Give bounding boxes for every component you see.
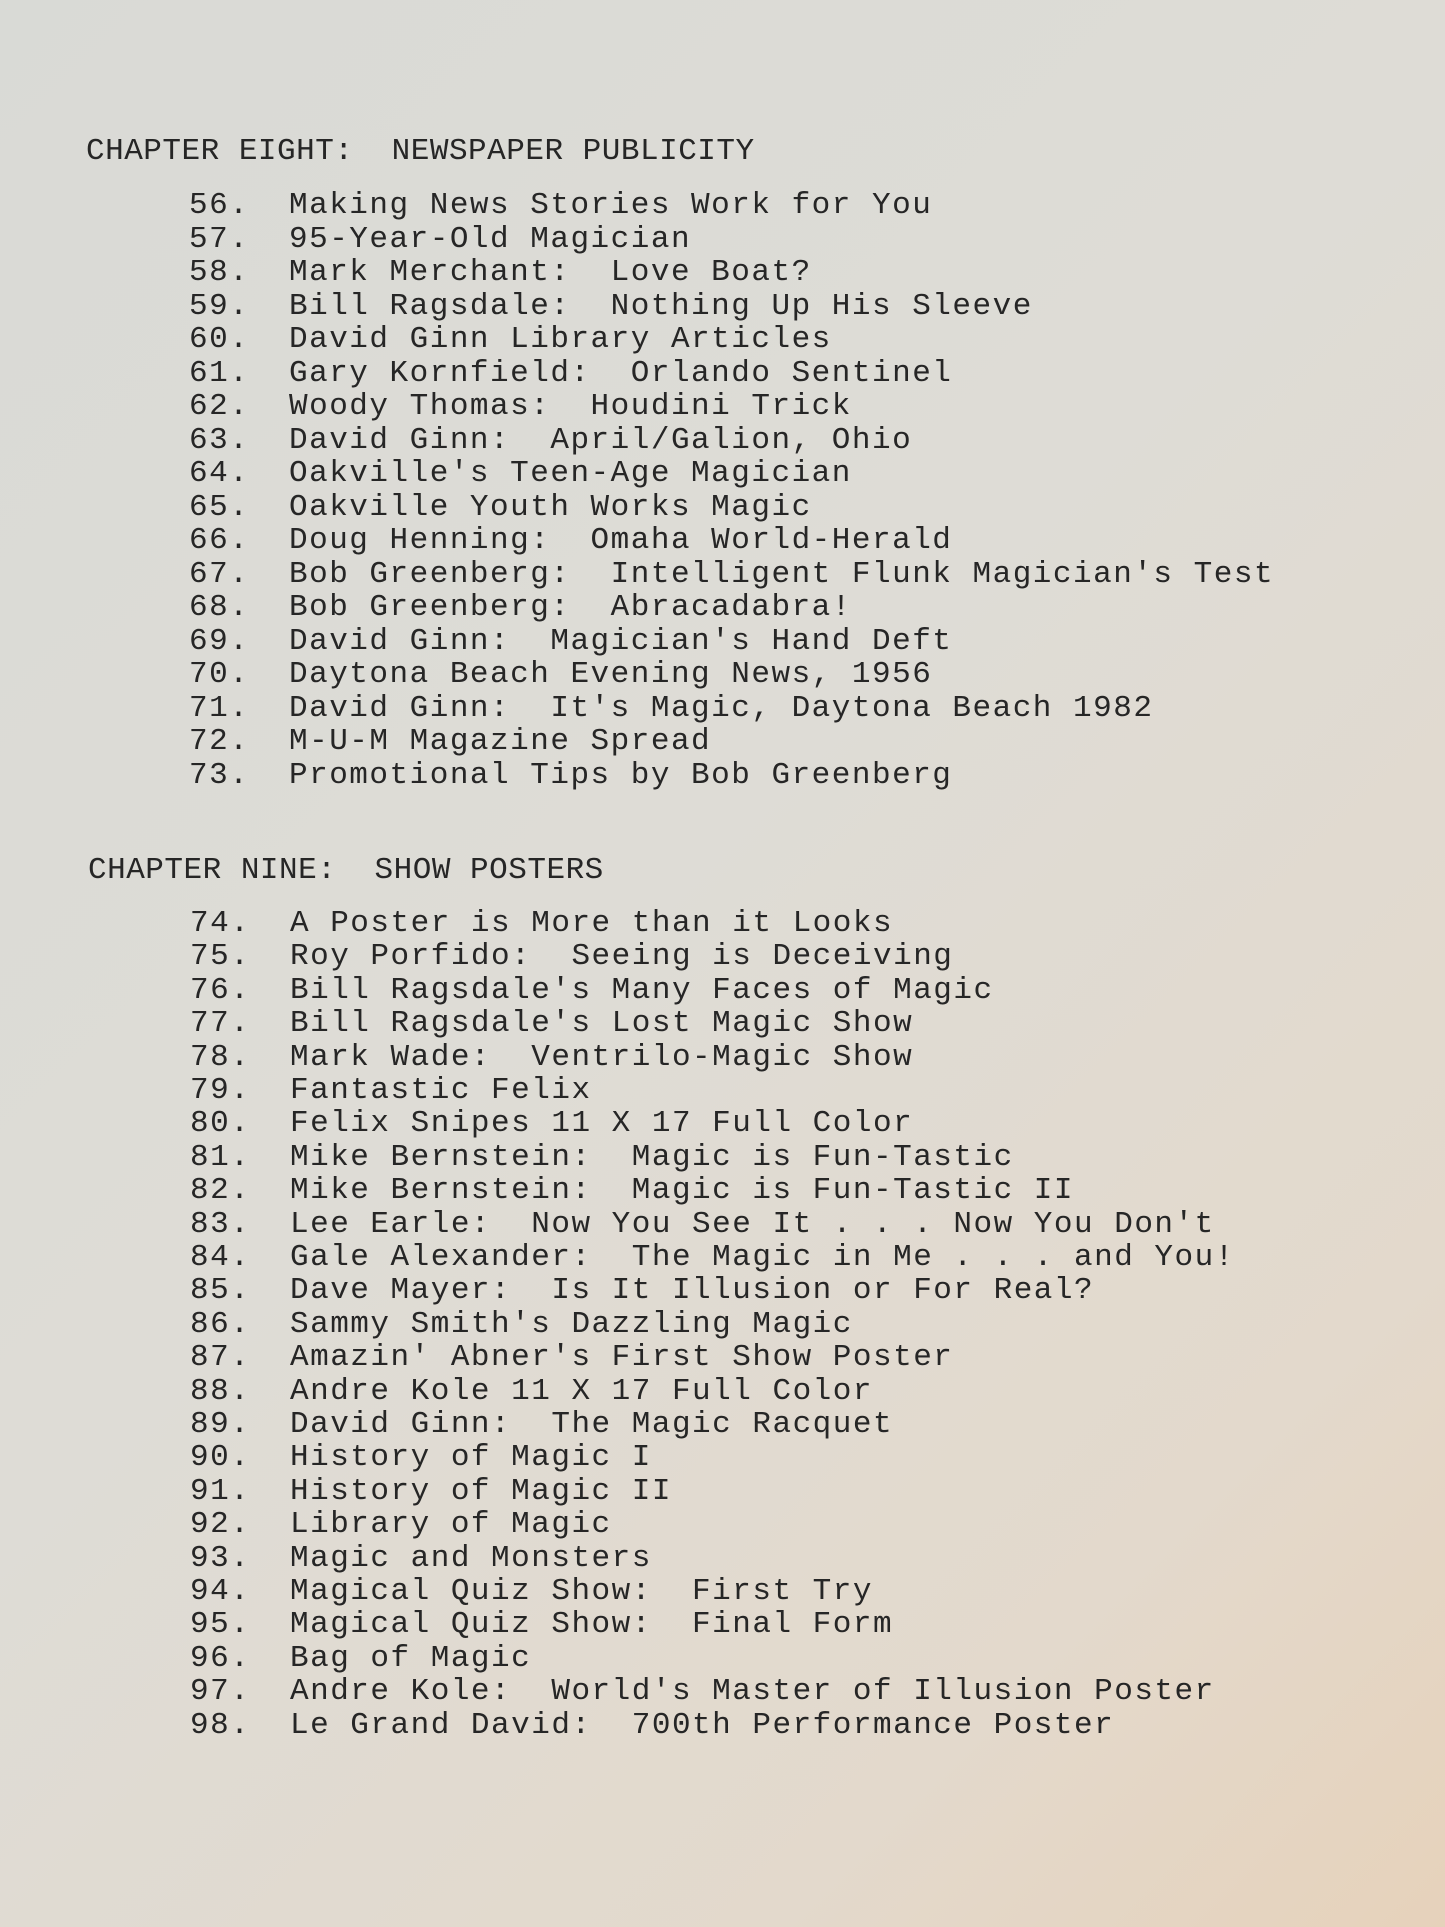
entry-number: 63. [189,422,250,458]
entry-number: 87. [190,1340,251,1376]
entry-number: 92. [190,1507,251,1543]
entry-title: Bag of Magic [290,1640,532,1676]
entry-number: 79. [190,1073,251,1108]
entry-title: Andre Kole: World's Master of Illusion Poster [290,1674,1215,1710]
entry-number: 68. [189,590,250,625]
entry-number: 90. [190,1440,251,1476]
entry-number: 84. [190,1240,251,1275]
entry-title: Library of Magic [290,1507,612,1543]
entry-title: Woody Thomas: Houdini Trick [289,389,852,424]
entry-title: Gary Kornfield: Orlando Sentinel [289,355,953,391]
entry-title: Felix Snipes 11 X 17 Full Color [290,1106,914,1142]
entry-number: 78. [190,1039,251,1075]
entry-number: 77. [190,1006,251,1042]
entry-number: 61. [189,355,250,391]
entry-title: Oakville's Teen-Age Magician [289,456,852,491]
chapter-heading: CHAPTER EIGHT: NEWSPAPER PUBLICITY [86,134,755,169]
entry-number: 82. [190,1173,251,1209]
entry-number: 89. [190,1407,251,1442]
entry-title: Daytona Beach Evening News, 1956 [289,657,933,692]
entry-number: 58. [189,255,250,290]
entry-title: Bill Ragsdale: Nothing Up His Sleeve [289,288,1033,324]
entry-title: History of Magic II [290,1473,672,1509]
entry-title: Bill Ragsdale's Lost Magic Show [290,1006,914,1042]
entry-title: 95-Year-Old Magician [289,221,692,257]
entry-title: Oakville Youth Works Magic [289,489,812,525]
entry-title: Gale Alexander: The Magic in Me . . . and You! [290,1240,1235,1275]
entry-number: 64. [189,456,250,491]
entry-title: Roy Porfido: Seeing is Deceiving [290,939,954,975]
entry-number: 76. [190,972,251,1008]
entry-title: Magic and Monsters [290,1540,652,1576]
entry-number: 86. [190,1306,251,1342]
entry-title: David Ginn Library Articles [289,322,832,357]
entry-title: History of Magic I [290,1440,652,1476]
entry-title: David Ginn: The Magic Racquet [290,1407,894,1442]
chapter-heading: CHAPTER NINE: SHOW POSTERS [88,853,604,888]
entry-number: 59. [189,288,250,324]
entry-number: 83. [190,1206,251,1242]
entry-number: 57. [189,221,250,257]
entry-title: Bill Ragsdale's Many Faces of Magic [290,972,994,1008]
entry-title: A Poster is More than it Looks [290,906,894,941]
entry-number: 60. [189,322,250,357]
entry-title: Andre Kole 11 X 17 Full Color [290,1373,873,1409]
entry-number: 98. [190,1707,251,1743]
entry-number: 91. [190,1473,251,1509]
entry-number: 95. [190,1607,251,1643]
entry-title: Doug Henning: Omaha World-Herald [289,523,953,558]
entry-number: 62. [189,389,250,424]
entry-number: 71. [189,690,250,726]
entry-title: Bob Greenberg: Abracadabra! [289,590,852,625]
entry-title: Fantastic Felix [290,1073,592,1108]
entry-number: 66. [189,523,250,558]
entry-number: 94. [190,1574,251,1609]
entry-number: 96. [190,1640,251,1676]
entry-title: Dave Mayer: Is It Illusion or For Real? [290,1273,1095,1309]
entry-number: 74. [190,906,251,941]
entry-title: Mark Wade: Ventrilo-Magic Show [290,1039,914,1075]
entry-number: 81. [190,1139,251,1175]
entry-number: 88. [190,1373,251,1409]
entry-number: 72. [189,724,250,759]
entry-number: 69. [189,623,250,659]
entry-title: Amazin' Abner's First Show Poster [290,1340,954,1376]
entry-title: Le Grand David: 700th Performance Poster [290,1707,1115,1743]
entry-title: Magical Quiz Show: Final Form [290,1607,894,1643]
entry-title: Bob Greenberg: Intelligent Flunk Magician's Test [289,556,1275,592]
entry-title: Making News Stories Work for You [289,188,933,223]
entry-number: 80. [190,1106,251,1142]
entry-number: 70. [189,657,250,692]
entry-number: 75. [190,939,251,975]
entry-number: 85. [190,1273,251,1309]
entry-title: David Ginn: It's Magic, Daytona Beach 1982 [289,690,1154,726]
entry-title: Lee Earle: Now You See It . . . Now You Don't [290,1206,1215,1242]
entry-number: 93. [190,1540,251,1576]
entry-number: 67. [189,556,250,592]
entry-number: 65. [189,489,250,525]
entry-number: 56. [189,188,250,223]
entry-title: Mark Merchant: Love Boat? [289,255,812,290]
entry-title: M-U-M Magazine Spread [289,724,712,759]
entry-number: 97. [190,1674,251,1710]
entry-number: 73. [189,757,250,793]
entry-title: Promotional Tips by Bob Greenberg [289,757,953,793]
entry-title: David Ginn: Magician's Hand Deft [289,623,953,659]
entry-title: Sammy Smith's Dazzling Magic [290,1306,853,1342]
entry-title: David Ginn: April/Galion, Ohio [289,422,913,458]
entry-title: Mike Bernstein: Magic is Fun-Tastic II [290,1173,1075,1209]
entry-title: Magical Quiz Show: First Try [290,1574,873,1609]
entry-title: Mike Bernstein: Magic is Fun-Tastic [290,1139,1014,1175]
